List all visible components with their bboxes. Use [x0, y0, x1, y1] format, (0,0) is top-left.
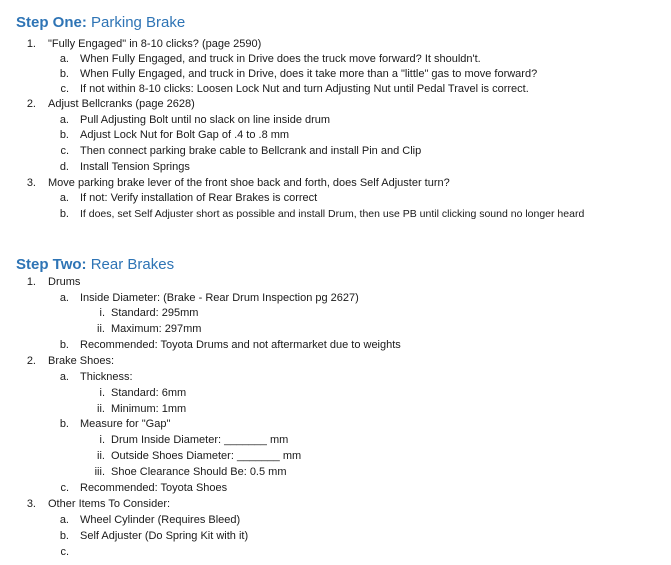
list-marker: i. — [99, 307, 105, 319]
list-text: When Fully Engaged, and truck in Drive, does it take more than a "little" gas to move forward? — [80, 68, 538, 80]
list-marker: c. — [60, 145, 69, 157]
heading-step-one — [16, 14, 185, 32]
list-text: Then connect parking brake cable to Bellcrank and install Pin and Clip — [80, 145, 422, 157]
list-text: Shoe Clearance Should Be: 0.5 mm — [111, 466, 287, 478]
list-marker: c. — [60, 482, 69, 494]
list-marker: 1. — [26, 38, 36, 50]
list-marker: a. — [59, 292, 69, 304]
list-text: Other Items To Consider: — [48, 498, 171, 510]
list-text: Pull Adjusting Bolt until no slack on line inside drum — [80, 114, 331, 126]
list-text: Minimum: 1mm — [111, 403, 187, 415]
list-text: Thickness: — [80, 371, 133, 383]
list-marker: a. — [59, 53, 69, 65]
list-marker: 2. — [26, 98, 36, 110]
list-marker: i. — [99, 434, 105, 446]
list-text: If not within 8-10 clicks: Loosen Lock Nut and turn Adjusting Nut until Pedal Travel is correct. — [80, 83, 529, 95]
list-text: Recommended: Toyota Drums and not aftermarket due to weights — [80, 339, 401, 351]
list-text: Self Adjuster (Do Spring Kit with it) — [80, 530, 249, 542]
list-text: Wheel Cylinder (Requires Bleed) — [80, 514, 241, 526]
list-marker: 3. — [26, 498, 36, 510]
list-marker: ii. — [97, 403, 105, 415]
list-text: Standard: 6mm — [111, 387, 187, 399]
list-text: Drum Inside Diameter: _______ mm — [111, 434, 289, 446]
list-marker: a. — [59, 192, 69, 204]
list-marker: 2. — [26, 355, 36, 367]
list-text: Move parking brake lever of the front shoe back and forth, does Self Adjuster turn? — [48, 177, 450, 189]
list-text: Install Tension Springs — [80, 161, 190, 173]
list-marker: b. — [59, 530, 69, 542]
list-text: Standard: 295mm — [111, 307, 199, 319]
list-text: If does, set Self Adjuster short as possible and install Drum, then use PB until clicking sound no longer heard — [80, 208, 585, 220]
list-text: Inside Diameter: (Brake - Rear Drum Inspection pg 2627) — [80, 292, 359, 304]
list-marker: c. — [60, 546, 69, 558]
heading-step-two — [16, 256, 174, 274]
list-marker: i. — [99, 387, 105, 399]
list-marker: b. — [59, 418, 69, 430]
list-marker: 3. — [26, 177, 36, 189]
list-marker: a. — [59, 514, 69, 526]
heading-lead: Step Two: — [16, 256, 87, 273]
list-text: Drums — [48, 276, 81, 288]
list-text: Recommended: Toyota Shoes — [80, 482, 228, 494]
list-text: Adjust Lock Nut for Bolt Gap of .4 to .8 mm — [80, 129, 290, 141]
list-marker: b. — [59, 208, 69, 220]
list-marker: d. — [59, 161, 69, 173]
list-text: "Fully Engaged" in 8-10 clicks? (page 2590) — [48, 38, 262, 50]
list-text: When Fully Engaged, and truck in Drive does the truck move forward? It shouldn't. — [80, 53, 481, 65]
list-marker: b. — [59, 68, 69, 80]
list-marker: b. — [59, 339, 69, 351]
heading-title: Parking Brake — [91, 14, 186, 31]
heading-title: Rear Brakes — [90, 256, 175, 273]
list-text: Outside Shoes Diameter: _______ mm — [111, 450, 302, 462]
heading-lead: Step One: — [16, 14, 87, 31]
list-marker: ii. — [97, 323, 105, 335]
list-text: If not: Verify installation of Rear Brakes is correct — [80, 192, 318, 204]
list-text: Adjust Bellcranks (page 2628) — [48, 98, 195, 110]
list-marker: a. — [59, 114, 69, 126]
list-text: Brake Shoes: — [48, 355, 115, 367]
list-marker: b. — [59, 129, 69, 141]
list-text: Maximum: 297mm — [111, 323, 202, 335]
list-text: Measure for "Gap" — [80, 418, 171, 430]
list-marker: a. — [59, 371, 69, 383]
list-marker: ii. — [97, 450, 105, 462]
list-marker: c. — [60, 83, 69, 95]
list-marker: iii. — [94, 466, 105, 478]
list-marker: 1. — [26, 276, 36, 288]
